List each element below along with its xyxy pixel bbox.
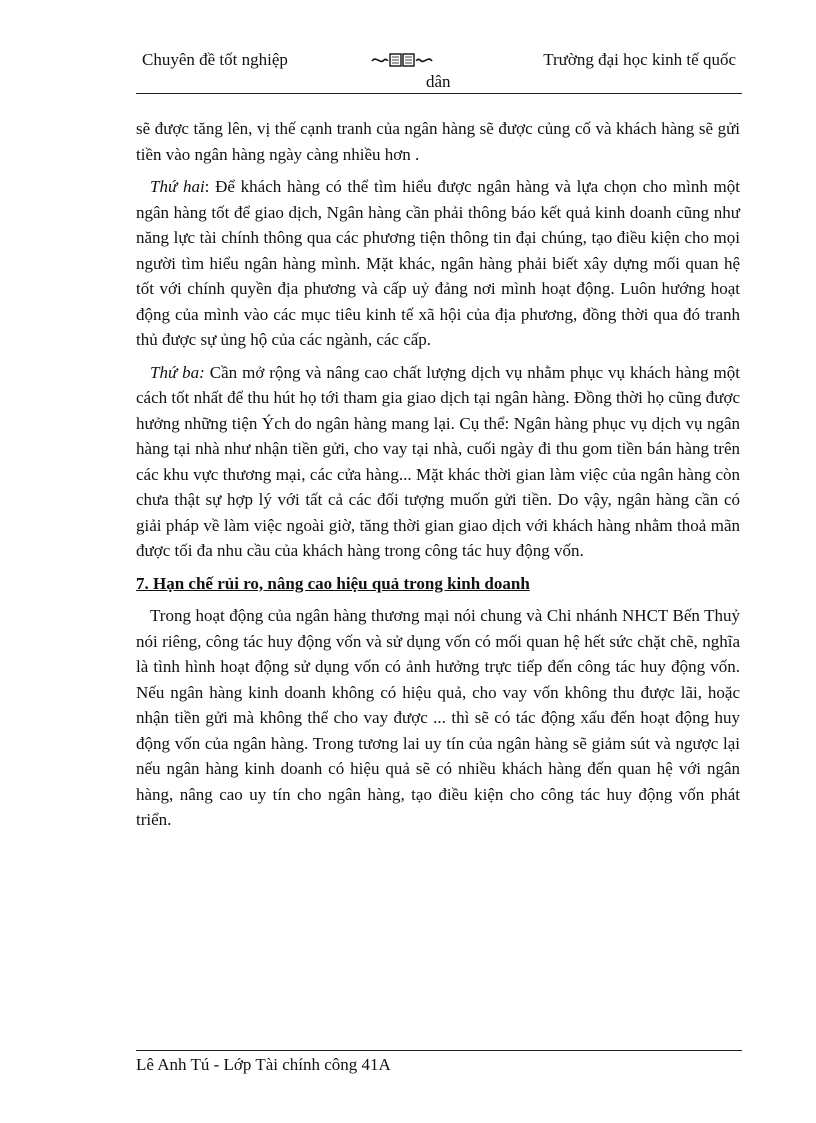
document-body [136, 116, 740, 840]
header-right-title: Trường đại học kinh tế quốc [543, 50, 736, 69]
paragraph-section-body: Trong hoạt động của ngân hàng thương mại nói chung và Chi nhánh NHCT Bến Thuỷ nói riêng, công tác huy động vốn và sử dụng vốn có mối quan hệ hết sức chặt chẽ, nghĩa là tình hình hoạt động sử dụng vốn có ảnh hưởng trực tiếp đến công tác huy động vốn. Nếu ngân hàng kinh doanh không có hiệu quả, cho vay vốn không thu được lãi, hoặc nhận tiền gửi mà không thể cho vay được ... thì sẽ có tác động xấu đến hoạt động huy động vốn của ngân hàng. Trong tương lai uy tín của ngân hàng sẽ giảm sút và ngược lại nếu ngân hàng kinh doanh có hiệu quả sẽ có nhiều khách hàng đến quan hệ với ngân hàng, nâng cao uy tín cho ngân hàng, tạo điều kiện cho công tác huy động vốn phát triển. [136, 606, 740, 829]
paragraph-continuation: sẽ được tăng lên, vị thế cạnh tranh của ngân hàng sẽ được củng cố và khách hàng sẽ gửi tiền vào ngân hàng ngày càng nhiều hơn . [136, 119, 740, 164]
header-divider [136, 93, 742, 94]
paragraph-label-third: Thứ ba: [150, 362, 205, 382]
paragraph-second-point [136, 174, 740, 353]
book-ornament-icon [370, 52, 434, 68]
section-heading: 7. Hạn chế rủi ro, nâng cao hiệu quả trong kinh doanh [136, 573, 530, 593]
footer-divider [136, 1050, 742, 1051]
paragraph-label-second: Thứ hai [150, 177, 205, 196]
paragraph-text-second: : Để khách hàng có thể tìm hiểu được ngân hàng và lựa chọn cho mình một ngân hàng tốt để giao dịch, Ngân hàng cần phải thông báo kết quả kinh doanh cũng như năng lực tài chính thông qua các phương tiện thông tin đại chúng, tạo điều kiện cho mọi người tìm hiểu ngân hàng mình. Mặt khác, ngân hàng phải biết xây dựng mối quan hệ tốt với chính quyền địa phương và cấp uỷ đảng nơi mình hoạt động. Luôn hướng hoạt động của mình vào các mục tiêu kinh tế xã hội của địa phương, đồng thời qua đó tranh thủ được sự ủng hộ của các ngành, các cấp. [136, 177, 740, 349]
header-right-title-continuation: dân [426, 72, 451, 91]
paragraph-third-point [136, 360, 740, 564]
page-footer: Lê Anh Tú - Lớp Tài chính công 41A [136, 1055, 391, 1074]
page-header [136, 48, 742, 92]
paragraph-text-third: Cần mở rộng và nâng cao chất lượng dịch vụ nhằm phục vụ khách hàng một cách tốt nhất để thu hút họ tới tham gia giao dịch tại ngân hàng. Đồng thời họ cũng được hưởng những tiện Ých do ngân hàng mang lại. Cụ thể: Ngân hàng phục vụ dịch vụ ngân hàng tại nhà như nhận tiền gửi, cho vay tại nhà, cuối ngày đi thu gom tiền bán hàng trên các khu vực thương mại, các cửa hàng... Mặt khác thời gian làm việc của ngân hàng còn chưa thật sự hợp lý với tất cả các đối tượng muốn gửi tiền. Do vậy, ngân hàng cần có giải pháp về làm việc ngoài giờ, tăng thời gian giao dịch với khách hàng nhằm thoả mãn được tối đa nhu cầu của khách hàng trong công tác huy động vốn. [136, 362, 740, 560]
header-left-title: Chuyên đề tốt nghiệp [142, 50, 288, 69]
